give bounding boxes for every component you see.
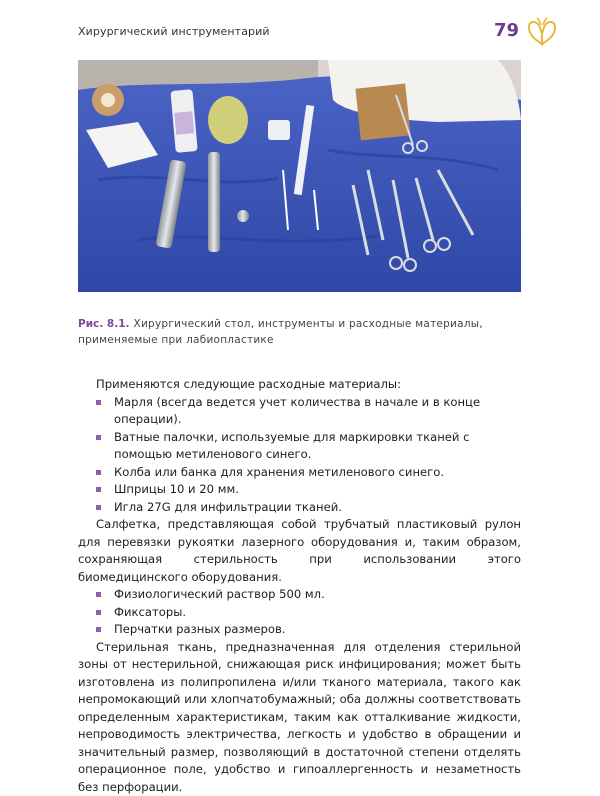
bullet-icon <box>96 505 101 510</box>
paragraph: Салфетка, представляющая собой трубчатый пластиковый рулон для перевязки рукоятки лазерного оборудования и, таким образом, сохраняющая стерильность при использовании этого биомедицинского оборудования. <box>78 516 521 586</box>
materials-list <box>78 394 521 517</box>
figure-label: Рис. 8.1. <box>78 318 130 330</box>
page-number: 79 <box>494 20 519 41</box>
list-item: Перчатки разных размеров. <box>78 621 521 639</box>
list-item: Игла 27G для инфильтрации тканей. <box>78 499 521 517</box>
paragraph: Стерильная ткань, предназначенная для отделения стерильной зоны от нестерильной, снижающая риск инфицирования; может быть изготовлена из полипропилена и/или тканого материала, такого как непромокающий или хлопчатобумажный; оба должны соответствовать определенным характеристикам, таким как отталкивание жидкости, непроводимость электричества, легкость и удобство в обращении и значительный размер, позволяющий в достаточной степени отделять операционное поле, удобство и гипоаллергенность и незаметность без перфорации. <box>78 639 521 796</box>
body-text <box>78 376 521 796</box>
butterfly-logo-icon <box>526 14 558 48</box>
figure-photo <box>78 60 521 292</box>
figure-caption-text: Хирургический стол, инструменты и расходные материалы, применяемые при лабиопластике <box>78 318 483 346</box>
intro-paragraph: Применяются следующие расходные материалы: <box>78 376 521 394</box>
bullet-icon <box>96 627 101 632</box>
materials-list-2 <box>78 586 521 639</box>
bullet-icon <box>96 592 101 597</box>
bullet-icon <box>96 487 101 492</box>
list-item: Фиксаторы. <box>78 604 521 622</box>
bullet-icon <box>96 435 101 440</box>
list-item: Ватные палочки, используемые для маркировки тканей с помощью метиленового синего. <box>78 429 521 464</box>
bullet-icon <box>96 470 101 475</box>
list-item: Колба или банка для хранения метиленового синего. <box>78 464 521 482</box>
bullet-icon <box>96 400 101 405</box>
list-item: Марля (всегда ведется учет количества в начале и в конце операции). <box>78 394 521 429</box>
running-header: Хирургический инструментарий <box>78 25 270 38</box>
figure-caption <box>78 316 521 348</box>
bullet-icon <box>96 610 101 615</box>
list-item: Шприцы 10 и 20 мм. <box>78 481 521 499</box>
list-item: Физиологический раствор 500 мл. <box>78 586 521 604</box>
